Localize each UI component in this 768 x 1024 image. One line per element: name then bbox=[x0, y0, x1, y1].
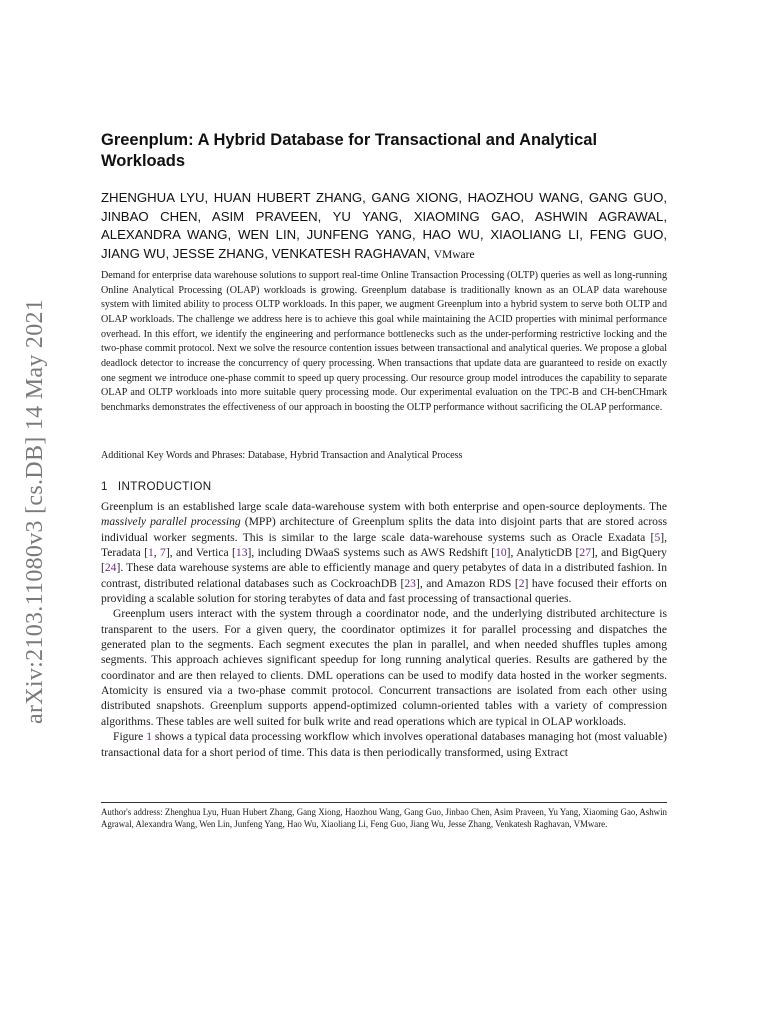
keywords: Additional Key Words and Phrases: Database, Hybrid Transaction and Analytical Process bbox=[101, 450, 463, 461]
abstract: Demand for enterprise data warehouse solutions to support real-time Online Transaction Processing (OLTP) queries as well as long-running Online Analytical Processing (OLAP) workloads is growing. Greenplum database is traditionally known as an OLAP data warehouse system with limited ability to process OLTP workloads. In this paper, we augment Greenplum into a hybrid system to serve both OLTP and OLAP workloads. The challenge we address here is to achieve this goal while maintaining the ACID properties with minimal performance overhead. In this effort, we identify the engineering and performance bottlenecks such as the under-performing restrictive locking and the two-phase commit protocol. Next we solve the resource contention issues between transactional and analytical queries. We propose a global deadlock detector to increase the concurrency of query processing. When transactions that update data are guaranteed to reside on exactly one segment we introduce one-phase commit to speed up query processing. Our resource group model introduces the capability to separate OLAP and OLTP workloads into more suitable query processing mode. Our experimental evaluation on the TPC-B and CH-benCHmark benchmarks demonstrates the effectiveness of our approach in boosting the OLTP performance without sacrificing the OLAP performance. bbox=[101, 270, 667, 413]
citation-link[interactable]: 24 bbox=[104, 561, 117, 575]
paragraph-3: Figure 1 shows a typical data processing workflow which involves operational databases managing hot (most valuable) transactional data for a short period of time. This data is then periodically transformed, using Extract bbox=[101, 730, 667, 759]
author-list bbox=[101, 189, 667, 264]
paragraph-1: Greenplum is an established large scale data-warehouse system with both enterprise and open-source deployments. The massively parallel processing (MPP) architecture of Greenplum splits the data into disjoint parts that are stored across individual worker segments. This is similar to the large scale data-warehouse systems such as Oracle Exadata [5], Teradata [1, 7], and Vertica [13], including DWaaS systems such as AWS Redshift [10], AnalyticDB [27], and BigQuery [24]. These data warehouse systems are able to efficiently manage and query petabytes of data in a distributed fashion. In contrast, distributed relational databases such as CockroachDB [23], and Amazon RDS [2] have focused their efforts on providing a scalable solution for storing terabytes of data and fast processing of transactional queries. bbox=[101, 500, 668, 606]
paper-title: Greenplum: A Hybrid Database for Transactional and Analytical Workloads bbox=[101, 131, 598, 170]
citation-link[interactable]: 23 bbox=[404, 576, 416, 590]
citation-link[interactable]: 5 bbox=[654, 530, 661, 544]
footnote-divider bbox=[101, 802, 667, 803]
citation-link[interactable]: 2 bbox=[518, 576, 525, 590]
arxiv-identifier: arXiv:2103.11080v3 [cs.DB] 14 May 2021 bbox=[22, 298, 48, 724]
section-title: INTRODUCTION bbox=[117, 480, 212, 493]
citation-link[interactable]: 13 bbox=[235, 546, 248, 560]
citation-link[interactable]: 27 bbox=[579, 546, 592, 560]
citation-link[interactable]: 10 bbox=[495, 546, 507, 560]
citation-link[interactable]: 1 bbox=[147, 546, 154, 560]
body-text bbox=[101, 499, 667, 760]
citation-link[interactable]: 7 bbox=[160, 546, 166, 560]
author-address-footnote: Author's address: Zhenghua Lyu, Huan Hubert Zhang, Gang Xiong, Haozhou Wang, Gang Guo, Jinbao Chen, Asim Praveen, Yu Yang, Xiaoming Gao, Ashwin Agrawal, Alexandra Wang, Wen Lin, Junfeng Yang, Hao Wu, Xiaoliang Li, Feng Guo, Jiang Wu, Jesse Zhang, Venkatesh Raghavan, VMware. bbox=[101, 807, 667, 830]
author-affiliation: VMware bbox=[433, 248, 475, 261]
section-heading bbox=[101, 480, 667, 493]
author-names: ZHENGHUA LYU, HUAN HUBERT ZHANG, GANG XIONG, HAOZHOU WANG, GANG GUO, JINBAO CHEN, ASIM PRAVEEN, YU YANG, XIAOMING GAO, ASHWIN AGRAWAL, ALEXANDRA WANG, WEN LIN, JUNFENG YANG, HAO WU, XIAOLIANG LI, FENG GUO, JIANG WU, JESSE ZHANG, VENKATESH RAGHAVAN, bbox=[101, 190, 667, 261]
section-number: 1 bbox=[101, 480, 108, 493]
emphasis-mpp: massively parallel processing bbox=[101, 515, 241, 529]
paragraph-2: Greenplum users interact with the system through a coordinator node, and the underlying distributed architecture is transparent to the users. For a given query, the coordinator optimizes it for parallel processing and dispatches the generated plan to the segments. Each segment executes the plan in parallel, and when needed shuffles tuples among segments. This approach achieves significant speedup for long running analytical queries. Results are gathered by the coordinator and are then relayed to clients. DML operations can be used to modify data hosted in the worker segments. Atomicity is ensured via a two-phase commit protocol. Concurrent transactions are isolated from each other using distributed snapshots. Greenplum supports append-optimized column-oriented tables with a variety of compression algorithms. These tables are well suited for bulk write and read operations which are typical in OLAP workloads. bbox=[101, 607, 667, 728]
figure-link[interactable]: 1 bbox=[146, 730, 152, 744]
